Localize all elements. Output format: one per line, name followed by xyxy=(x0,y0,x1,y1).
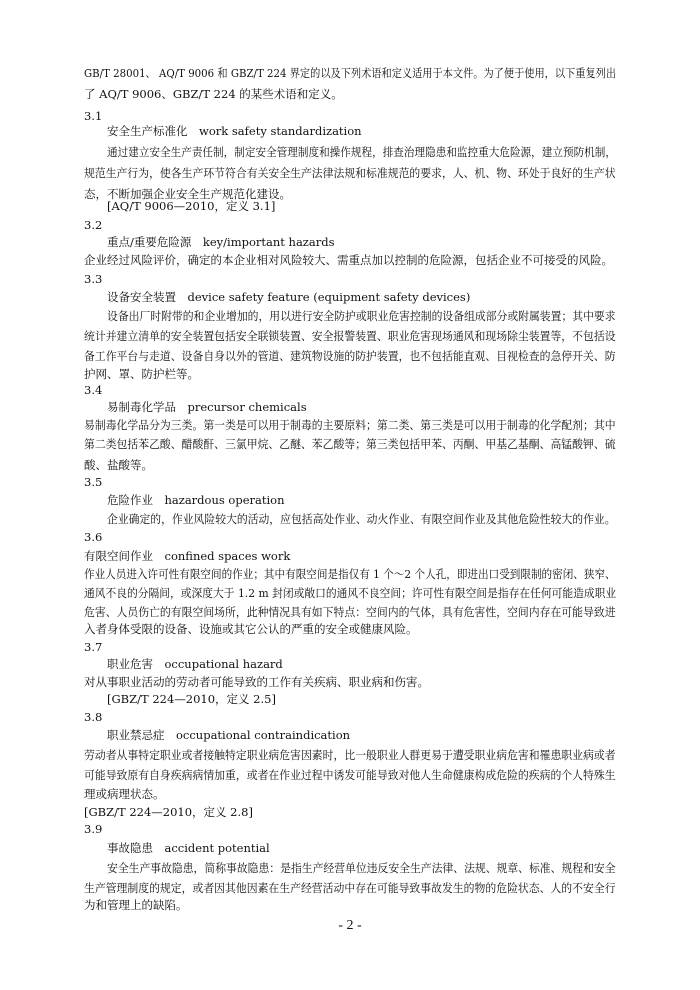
clause-number: 3.6 xyxy=(84,530,103,544)
definition-line: 易制毒化学品分为三类。第一类是可以用于制毒的主要原料；第二类、第三类是可以用于制毒的化学配剂；其中 xyxy=(84,418,616,432)
term-heading: 重点/重要危险源 key/important hazards xyxy=(107,235,335,249)
clause-number: 3.3 xyxy=(84,272,103,286)
page-number: - 2 - xyxy=(338,918,362,933)
definition-line: 态，不断加强企业安全生产规范化建设。 xyxy=(84,187,291,201)
clause-number: 3.5 xyxy=(84,475,103,489)
term-heading: 危险作业 hazardous operation xyxy=(107,493,285,507)
clause-number: 3.9 xyxy=(84,822,103,836)
term-heading: 职业禁忌症 occupational contraindication xyxy=(107,728,351,742)
definition-line: 企业确定的，作业风险较大的活动，应包括高处作业、动火作业、有限空间作业及其他危险性较大的作业。 xyxy=(107,512,616,526)
definition-line: 安全生产事故隐患，简称事故隐患：是指生产经营单位违反安全生产法律、法规、规章、标准、规程和安全 xyxy=(107,861,616,875)
clause-number: 3.7 xyxy=(84,640,103,654)
clause-number: 3.1 xyxy=(84,109,103,123)
term-heading: 易制毒化学品 precursor chemicals xyxy=(107,400,307,414)
definition-line: 入者身体受限的设备、设施或其它公认的严重的安全或健康风险。 xyxy=(84,622,418,636)
term-heading: 事故隐患 accident potential xyxy=(107,841,270,855)
clause-number: 3.4 xyxy=(84,383,103,397)
definition-line: 通风不良的分隔间，或深度大于 1.2 m 封闭或敞口的通风不良空间；许可性有限空间是指存在任何可能造成职业 xyxy=(84,586,617,600)
reference-citation: [GBZ/T 224—2010，定义 2.5] xyxy=(107,692,276,706)
intro-line-1: GB/T 28001、 AQ/T 9006 和 GBZ/T 224 界定的以及下列术语和定义适用于本文件。为了便于使用，以下重复列出 xyxy=(84,66,617,80)
definition-line: 设备出厂时附带的和企业增加的，用以进行安全防护或职业危害控制的设备组成部分或附属装置；其中要求 xyxy=(107,309,616,323)
definition-line: 劳动者从事特定职业或者接触特定职业病危害因素时，比一般职业人群更易于遭受职业病危害和罹患职业病或者 xyxy=(84,748,616,762)
definition-line: 护网、罩、防护栏等。 xyxy=(84,367,199,381)
definition-line: 备工作平台与走道、设备自身以外的管道、建筑物设施的防护装置，也不包括能直观、目视检查的急停开关、防 xyxy=(84,349,616,363)
intro-line-2: 了 AQ/T 9006、GBZ/T 224 的某些术语和定义。 xyxy=(84,87,343,101)
definition-line: 为和管理上的缺陷。 xyxy=(84,898,188,912)
definition-line: 对从事职业活动的劳动者可能导致的工作有关疾病、职业病和伤害。 xyxy=(84,675,429,689)
term-heading: 安全生产标准化 work safety standardization xyxy=(107,124,362,138)
definition-line: 通过建立安全生产责任制，制定安全管理制度和操作规程，排查治理隐患和监控重大危险源，建立预防机制， xyxy=(107,145,616,159)
clause-number: 3.2 xyxy=(84,218,103,232)
definition-line: 生产管理制度的规定，或者因其他因素在生产经营活动中存在可能导致事故发生的物的危险状态、人的不安全行 xyxy=(84,881,616,895)
reference-citation: [AQ/T 9006—2010，定义 3.1] xyxy=(107,199,276,213)
clause-number: 3.8 xyxy=(84,710,103,724)
reference-citation: [GBZ/T 224—2010，定义 2.8] xyxy=(84,805,253,819)
term-heading: 有限空间作业 confined spaces work xyxy=(84,549,291,563)
definition-line: 规范生产行为，使各生产环节符合有关安全生产法律法规和标准规范的要求，人、机、物、环处于良好的生产状 xyxy=(84,166,616,180)
definition-line: 统计并建立清单的安全装置包括安全联锁装置、安全报警装置、职业危害现场通风和现场除尘装置等，不包括设 xyxy=(84,329,616,343)
definition-line: 危害、人员伤亡的有限空间场所，此种情况具有如下特点：空间内的气体，具有危害性，空间内存在可能导致进 xyxy=(84,605,616,619)
definition-line: 作业人员进入许可性有限空间的作业；其中有限空间是指仅有 1 个～2 个人孔，即进出口受到限制的密闭、狭窄、 xyxy=(84,567,616,581)
definition-line: 可能导致原有自身疾病病情加重，或者在作业过程中诱发可能导致对他人生命健康构成危险的疾病的个人特殊生 xyxy=(84,768,616,782)
term-heading: 设备安全装置 device safety feature (equipment safety devices) xyxy=(107,290,471,304)
definition-line: 第二类包括苯乙酸、醋酸酐、三氯甲烷、乙醚、苯乙酸等；第三类包括甲苯、丙酮、甲基乙基酮、高锰酸钾、硫 xyxy=(84,437,616,451)
definition-line: 企业经过风险评价，确定的本企业相对风险较大、需重点加以控制的危险源，包括企业不可接受的风险。 xyxy=(84,253,613,267)
term-heading: 职业危害 occupational hazard xyxy=(107,657,283,671)
definition-line: 酸、盐酸等。 xyxy=(84,458,153,472)
definition-line: 理或病理状态。 xyxy=(84,787,165,801)
